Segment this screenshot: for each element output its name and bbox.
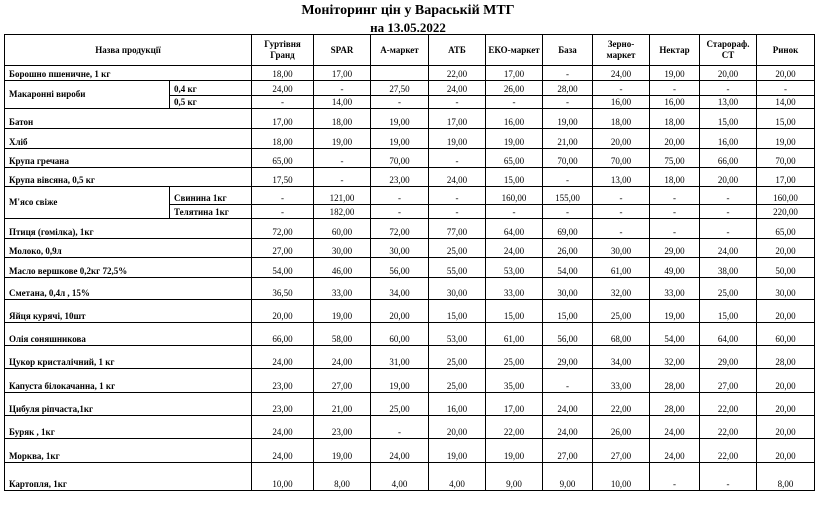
product-name: Птиця (гомілка), 1кг xyxy=(5,219,252,239)
price-cell: 24,00 xyxy=(252,416,314,439)
price-cell: 56,00 xyxy=(371,258,429,278)
price-cell: - xyxy=(543,96,593,109)
product-variant: Телятина 1кг xyxy=(170,205,252,219)
price-cell: - xyxy=(314,149,371,168)
price-cell: 8,00 xyxy=(757,463,815,491)
price-cell: 65,00 xyxy=(252,149,314,168)
price-cell: - xyxy=(314,168,371,187)
price-cell: 32,00 xyxy=(650,346,700,369)
price-cell: 27,00 xyxy=(252,239,314,258)
price-cell: 54,00 xyxy=(252,258,314,278)
price-cell: - xyxy=(700,81,757,96)
price-cell: - xyxy=(371,96,429,109)
price-cell: 17,50 xyxy=(252,168,314,187)
header-store: А-маркет xyxy=(371,35,429,66)
price-cell: 27,00 xyxy=(593,439,650,463)
price-cell: 20,00 xyxy=(757,369,815,393)
price-cell: 28,00 xyxy=(650,393,700,416)
table-row xyxy=(5,239,815,258)
price-cell: 24,00 xyxy=(593,66,650,81)
price-cell: 18,00 xyxy=(650,109,700,129)
price-cell: - xyxy=(757,81,815,96)
price-cell: 60,00 xyxy=(371,323,429,346)
price-cell: 19,00 xyxy=(371,369,429,393)
price-cell: 16,00 xyxy=(486,109,543,129)
price-cell: 4,00 xyxy=(429,463,486,491)
product-name: Буряк , 1кг xyxy=(5,416,252,439)
price-cell: 35,00 xyxy=(486,369,543,393)
header-product: Назва продукції xyxy=(5,35,252,66)
price-cell: 15,00 xyxy=(700,300,757,323)
price-cell: 4,00 xyxy=(371,463,429,491)
price-cell: 15,00 xyxy=(486,168,543,187)
price-cell: 9,00 xyxy=(486,463,543,491)
price-cell: - xyxy=(371,416,429,439)
price-cell: 20,00 xyxy=(429,416,486,439)
price-cell: 24,00 xyxy=(650,439,700,463)
header-store: АТБ xyxy=(429,35,486,66)
price-cell: 25,00 xyxy=(429,346,486,369)
price-cell: - xyxy=(429,96,486,109)
price-cell: 23,00 xyxy=(252,393,314,416)
price-cell: 17,00 xyxy=(252,109,314,129)
price-cell: 23,00 xyxy=(314,416,371,439)
price-cell: 30,00 xyxy=(429,278,486,300)
price-cell: 13,00 xyxy=(593,168,650,187)
table-row xyxy=(5,187,815,205)
price-cell: 19,00 xyxy=(757,129,815,149)
price-cell: 17,00 xyxy=(486,66,543,81)
price-cell: 27,00 xyxy=(314,369,371,393)
price-cell: 66,00 xyxy=(252,323,314,346)
price-cell: - xyxy=(252,205,314,219)
price-cell: 22,00 xyxy=(700,393,757,416)
price-cell: 19,00 xyxy=(314,439,371,463)
table-row xyxy=(5,258,815,278)
price-cell: 72,00 xyxy=(252,219,314,239)
table-row xyxy=(5,369,815,393)
price-cell: 20,00 xyxy=(757,393,815,416)
price-cell: 19,00 xyxy=(314,300,371,323)
price-cell: 9,00 xyxy=(543,463,593,491)
table-row xyxy=(5,109,815,129)
product-name: Макаронні вироби xyxy=(5,81,170,109)
product-name: Масло вершкове 0,2кг 72,5% xyxy=(5,258,252,278)
price-cell: 22,00 xyxy=(593,393,650,416)
price-cell: - xyxy=(543,66,593,81)
price-cell: 19,00 xyxy=(429,129,486,149)
price-cell: 21,00 xyxy=(314,393,371,416)
price-cell: 24,00 xyxy=(371,439,429,463)
price-cell: 24,00 xyxy=(252,81,314,96)
price-cell: 56,00 xyxy=(543,323,593,346)
header-store: ЕКО-маркет xyxy=(486,35,543,66)
price-cell: 19,00 xyxy=(486,129,543,149)
price-cell: 18,00 xyxy=(314,109,371,129)
product-name: М'ясо свіже xyxy=(5,187,170,219)
table-row xyxy=(5,149,815,168)
price-cell: 38,00 xyxy=(700,258,757,278)
price-cell: 15,00 xyxy=(429,300,486,323)
price-cell: 24,00 xyxy=(314,346,371,369)
price-cell: 20,00 xyxy=(371,300,429,323)
header-store: Гуртівня Гранд xyxy=(252,35,314,66)
price-cell: 28,00 xyxy=(757,346,815,369)
price-cell: 33,00 xyxy=(314,278,371,300)
price-cell: 70,00 xyxy=(757,149,815,168)
header-store: Нектар xyxy=(650,35,700,66)
price-cell: 70,00 xyxy=(543,149,593,168)
price-cell: - xyxy=(593,205,650,219)
price-cell: 18,00 xyxy=(252,66,314,81)
price-cell: 20,00 xyxy=(757,300,815,323)
price-cell: - xyxy=(700,219,757,239)
table-row xyxy=(5,416,815,439)
table-row xyxy=(5,393,815,416)
price-cell: 27,00 xyxy=(700,369,757,393)
price-cell: 17,00 xyxy=(314,66,371,81)
price-cell: - xyxy=(593,187,650,205)
price-cell: 25,00 xyxy=(429,369,486,393)
price-cell: 15,00 xyxy=(757,109,815,129)
price-cell: 121,00 xyxy=(314,187,371,205)
price-cell: 33,00 xyxy=(593,369,650,393)
price-cell: 30,00 xyxy=(593,239,650,258)
table-row xyxy=(5,463,815,491)
price-cell: 28,00 xyxy=(650,369,700,393)
price-cell: 15,00 xyxy=(543,300,593,323)
table-row xyxy=(5,300,815,323)
price-cell: 69,00 xyxy=(543,219,593,239)
price-cell: 19,00 xyxy=(371,129,429,149)
price-cell: 30,00 xyxy=(757,278,815,300)
price-cell: 75,00 xyxy=(650,149,700,168)
price-cell: 16,00 xyxy=(700,129,757,149)
price-cell: 32,00 xyxy=(593,278,650,300)
page-subtitle: на 13.05.2022 xyxy=(370,20,446,35)
price-cell: 20,00 xyxy=(700,168,757,187)
price-cell: - xyxy=(252,187,314,205)
price-cell: - xyxy=(593,81,650,96)
price-cell: - xyxy=(486,205,543,219)
price-cell: 66,00 xyxy=(700,149,757,168)
price-cell: 24,00 xyxy=(650,416,700,439)
price-cell: 10,00 xyxy=(593,463,650,491)
price-cell: - xyxy=(371,187,429,205)
price-cell: 24,00 xyxy=(486,239,543,258)
price-cell: 17,00 xyxy=(486,393,543,416)
price-cell: 28,00 xyxy=(543,81,593,96)
price-cell: 18,00 xyxy=(252,129,314,149)
price-cell: - xyxy=(593,219,650,239)
price-cell: 30,00 xyxy=(543,278,593,300)
price-cell: 14,00 xyxy=(314,96,371,109)
product-name: Молоко, 0,9л xyxy=(5,239,252,258)
price-cell: 19,00 xyxy=(486,439,543,463)
price-cell: 25,00 xyxy=(486,346,543,369)
table-row xyxy=(5,278,815,300)
price-cell: 18,00 xyxy=(650,168,700,187)
price-cell: - xyxy=(429,187,486,205)
price-cell: 16,00 xyxy=(593,96,650,109)
price-cell: - xyxy=(314,81,371,96)
price-cell: 20,00 xyxy=(757,66,815,81)
price-cell: 20,00 xyxy=(757,239,815,258)
price-cell: 20,00 xyxy=(650,129,700,149)
price-cell: 25,00 xyxy=(371,393,429,416)
table-row xyxy=(5,168,815,187)
price-cell: 46,00 xyxy=(314,258,371,278)
price-cell: 61,00 xyxy=(593,258,650,278)
price-cell: 64,00 xyxy=(700,323,757,346)
product-name: Олія соняшникова xyxy=(5,323,252,346)
header-store: SPAR xyxy=(314,35,371,66)
price-cell: 34,00 xyxy=(371,278,429,300)
price-cell xyxy=(371,66,429,81)
price-cell: 19,00 xyxy=(371,109,429,129)
price-cell: 10,00 xyxy=(252,463,314,491)
price-cell: 27,50 xyxy=(371,81,429,96)
price-cell: 21,00 xyxy=(543,129,593,149)
price-cell: 25,00 xyxy=(593,300,650,323)
price-cell: 20,00 xyxy=(757,416,815,439)
table-row xyxy=(5,66,815,81)
header-store: База xyxy=(543,35,593,66)
price-cell: 27,00 xyxy=(543,439,593,463)
product-name: Цукор кристалічний, 1 кг xyxy=(5,346,252,369)
table-row xyxy=(5,219,815,239)
price-cell: 58,00 xyxy=(314,323,371,346)
price-cell: 13,00 xyxy=(700,96,757,109)
product-name: Хліб xyxy=(5,129,252,149)
price-cell: - xyxy=(252,96,314,109)
header-store: Старораф. СТ xyxy=(700,35,757,66)
price-cell: 19,00 xyxy=(314,129,371,149)
table-row xyxy=(5,129,815,149)
price-cell: 24,00 xyxy=(700,239,757,258)
product-name: Картопля, 1кг xyxy=(5,463,252,491)
price-cell: 24,00 xyxy=(429,168,486,187)
price-cell: 30,00 xyxy=(314,239,371,258)
product-name: Цибуля ріпчаста,1кг xyxy=(5,393,252,416)
price-cell: - xyxy=(650,463,700,491)
price-cell: 68,00 xyxy=(593,323,650,346)
table-row xyxy=(5,81,815,96)
price-cell: 182,00 xyxy=(314,205,371,219)
price-cell: 20,00 xyxy=(700,66,757,81)
table-body xyxy=(5,66,815,491)
product-name: Сметана, 0,4л , 15% xyxy=(5,278,252,300)
price-cell: 26,00 xyxy=(593,416,650,439)
price-cell: 19,00 xyxy=(429,439,486,463)
price-cell: - xyxy=(429,205,486,219)
price-cell: - xyxy=(429,149,486,168)
price-cell: 53,00 xyxy=(486,258,543,278)
price-cell: 24,00 xyxy=(543,393,593,416)
price-cell: 53,00 xyxy=(429,323,486,346)
price-cell: 33,00 xyxy=(486,278,543,300)
price-cell: 19,00 xyxy=(543,109,593,129)
price-cell: 14,00 xyxy=(757,96,815,109)
price-cell: 65,00 xyxy=(757,219,815,239)
header-store: Ринок xyxy=(757,35,815,66)
price-cell: 160,00 xyxy=(757,187,815,205)
product-name: Борошно пшеничне, 1 кг xyxy=(5,66,252,81)
product-name: Крупа вівсяна, 0,5 кг xyxy=(5,168,252,187)
product-variant: Свинина 1кг xyxy=(170,187,252,205)
price-cell: 77,00 xyxy=(429,219,486,239)
price-cell: - xyxy=(650,205,700,219)
price-cell: 24,00 xyxy=(252,439,314,463)
product-name: Яйця курячі, 10шт xyxy=(5,300,252,323)
price-cell: 60,00 xyxy=(757,323,815,346)
price-cell: 24,00 xyxy=(429,81,486,96)
price-cell: 64,00 xyxy=(486,219,543,239)
product-name: Батон xyxy=(5,109,252,129)
price-cell: 65,00 xyxy=(486,149,543,168)
price-cell: 49,00 xyxy=(650,258,700,278)
price-cell: 22,00 xyxy=(700,416,757,439)
price-cell: - xyxy=(700,187,757,205)
price-cell: 22,00 xyxy=(429,66,486,81)
price-cell: 24,00 xyxy=(543,416,593,439)
price-cell: 18,00 xyxy=(593,109,650,129)
price-cell: 54,00 xyxy=(543,258,593,278)
price-cell: - xyxy=(700,205,757,219)
price-table xyxy=(4,34,815,491)
price-cell: 54,00 xyxy=(650,323,700,346)
price-cell: 20,00 xyxy=(593,129,650,149)
price-cell: - xyxy=(700,463,757,491)
price-cell: - xyxy=(650,81,700,96)
product-variant: 0,4 кг xyxy=(170,81,252,96)
price-cell: 15,00 xyxy=(486,300,543,323)
price-cell: 26,00 xyxy=(486,81,543,96)
price-cell: 55,00 xyxy=(429,258,486,278)
price-cell: 17,00 xyxy=(757,168,815,187)
price-cell: 17,00 xyxy=(429,109,486,129)
table-row xyxy=(5,323,815,346)
header-store: Зерно-маркет xyxy=(593,35,650,66)
price-cell: 72,00 xyxy=(371,219,429,239)
price-cell: 24,00 xyxy=(252,346,314,369)
price-cell: 15,00 xyxy=(700,109,757,129)
price-cell: 23,00 xyxy=(371,168,429,187)
price-cell: - xyxy=(650,187,700,205)
price-cell: 26,00 xyxy=(543,239,593,258)
price-cell: 29,00 xyxy=(543,346,593,369)
price-cell: 22,00 xyxy=(700,439,757,463)
price-cell: 25,00 xyxy=(429,239,486,258)
price-cell: 25,00 xyxy=(700,278,757,300)
price-cell: - xyxy=(543,205,593,219)
price-cell: 20,00 xyxy=(757,439,815,463)
product-name: Крупа гречана xyxy=(5,149,252,168)
price-cell: - xyxy=(543,168,593,187)
product-name: Морква, 1кг xyxy=(5,439,252,463)
price-cell: - xyxy=(543,369,593,393)
page-title: Моніторинг цін у Вараській МТГ xyxy=(301,3,515,18)
price-cell: 31,00 xyxy=(371,346,429,369)
price-cell: - xyxy=(371,205,429,219)
table-row xyxy=(5,346,815,369)
price-cell: 33,00 xyxy=(650,278,700,300)
price-cell: 60,00 xyxy=(314,219,371,239)
price-cell: 8,00 xyxy=(314,463,371,491)
price-cell: 220,00 xyxy=(757,205,815,219)
price-cell: 16,00 xyxy=(650,96,700,109)
price-cell: 23,00 xyxy=(252,369,314,393)
price-cell: 70,00 xyxy=(371,149,429,168)
product-name: Капуста білокачанна, 1 кг xyxy=(5,369,252,393)
price-cell: 61,00 xyxy=(486,323,543,346)
price-cell: 30,00 xyxy=(371,239,429,258)
price-cell: 155,00 xyxy=(543,187,593,205)
price-cell: 29,00 xyxy=(700,346,757,369)
price-cell: 50,00 xyxy=(757,258,815,278)
price-cell: 36,50 xyxy=(252,278,314,300)
table-row xyxy=(5,439,815,463)
price-cell: 70,00 xyxy=(593,149,650,168)
price-cell: - xyxy=(650,219,700,239)
price-cell: 22,00 xyxy=(486,416,543,439)
price-cell: 20,00 xyxy=(252,300,314,323)
price-cell: 29,00 xyxy=(650,239,700,258)
price-cell: 160,00 xyxy=(486,187,543,205)
price-cell: 16,00 xyxy=(429,393,486,416)
product-variant: 0,5 кг xyxy=(170,96,252,109)
price-cell: - xyxy=(486,96,543,109)
price-cell: 19,00 xyxy=(650,66,700,81)
price-cell: 34,00 xyxy=(593,346,650,369)
price-cell: 19,00 xyxy=(650,300,700,323)
table-header xyxy=(5,35,815,66)
